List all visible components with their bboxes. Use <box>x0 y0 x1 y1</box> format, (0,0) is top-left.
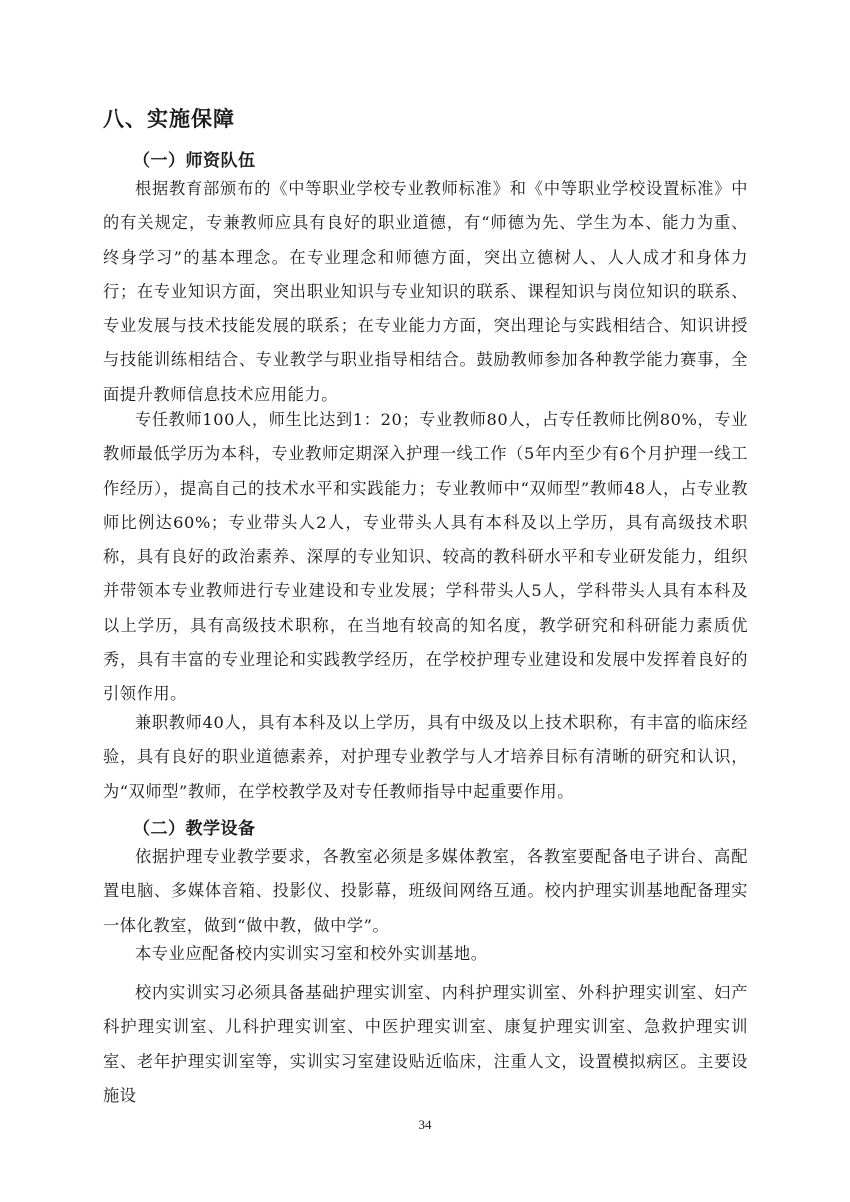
subsection-heading-faculty: （一）师资队伍 <box>133 151 256 171</box>
page-number: 34 <box>418 1117 432 1132</box>
section-heading: 八、实施保障 <box>103 107 235 131</box>
paragraph-faculty-standards: 根据教育部颁布的《中等职业学校专业教师标准》和《中等职业学校设置标准》中的有关规定，专兼教师应具有良好的职业道德，有“师德为先、学生为本、能力为重、终身学习”的基本理念。在专业理念和师德方面，突出立德树人、人人成才和身体力行；在专业知识方面，突出职业知识与专业知识的联系、课程知识与岗位知识的联系、专业发展与技术技能发展的联系；在专业能力方面，突出理论与实践相结合、知识讲授与技能训练相结合、专业教学与职业指导相结合。鼓励教师参加各种教学能力赛事，全面提升教师信息技术应用能力。 <box>103 179 748 404</box>
paragraph-training-rooms: 校内实训实习必须具备基础护理实训室、内科护理实训室、外科护理实训室、妇产科护理实训室、儿科护理实训室、中医护理实训室、康复护理实训室、急救护理实训室、老年护理实训室等，实训实习室建设贴近临床，注重人文，设置模拟病区。主要设施设 <box>103 983 748 1105</box>
paragraph-full-time-teachers: 专任教师100人，师生比达到1：20；专业教师80人，占专任教师比例80%，专业教师最低学历为本科，专业教师定期深入护理一线工作（5年内至少有6个月护理一线工作经历），提高自己的技术水平和实践能力；专业教师中“双师型”教师48人，占专业教师比例达60%；专业带头人2人，专业带头人具有本科及以上学历，具有高级技术职称，具有良好的政治素养、深厚的专业知识、较高的教科研水平和专业研发能力，组织并带领本专业教师进行专业建设和专业发展；学科带头人5人，学科带头人具有本科及以上学历，具有高级技术职称，在当地有较高的知名度，教学研究和科研能力素质优秀，具有丰富的专业理论和实践教学经历，在学校护理专业建设和发展中发挥着良好的引领作用。 <box>103 410 748 704</box>
subsection-heading-equipment: （二）教学设备 <box>133 819 256 839</box>
paragraph-training-bases: 本专业应配备校内实训实习室和校外实训基地。 <box>135 944 488 963</box>
paragraph-part-time-teachers: 兼职教师40人，具有本科及以上学历，具有中级及以上技术职称，有丰富的临床经验，具有良好的职业道德素养，对护理专业教学与人才培养目标有清晰的研究和认识，为“双师型”教师，在学校教学及对专任教师指导中起重要作用。 <box>103 713 748 801</box>
paragraph-classroom-equipment: 依据护理专业教学要求，各教室必须是多媒体教室，各教室要配备电子讲台、高配置电脑、多媒体音箱、投影仪、投影幕，班级间网络互通。校内护理实训基地配备理实一体化教室，做到“做中教，做中学”。 <box>103 847 748 935</box>
